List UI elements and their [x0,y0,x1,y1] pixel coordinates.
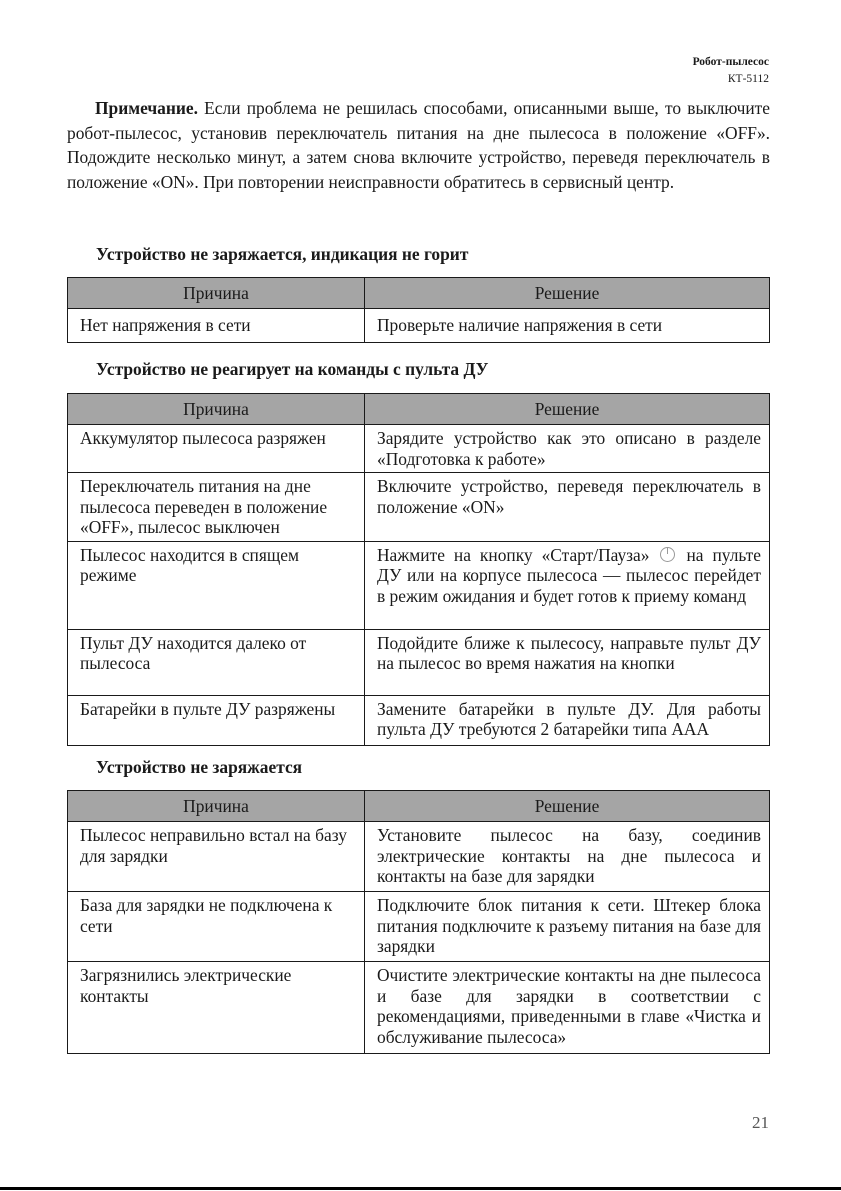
page-number: 21 [752,1113,769,1132]
solution-text-part: на пульте ДУ или на корпусе пылесоса — пылесос перейдет в режим ожидания и будет готов к приему команд [377,544,761,606]
product-title: Робот-пылесос [692,56,769,68]
note-label: Примечание. [95,98,198,118]
cause-cell: Нет напряжения в сети [68,309,365,343]
product-model: КТ-5112 [727,73,769,85]
note-text: Если проблема не решилась способами, описанными выше, то выключите робот-пылесос, установив переключатель питания на дне пылесоса в положение «OFF». Подождите несколько минут, а затем снова включите устройство, переведя переключатель в положение «ON». При повторении неисправности обратитесь в сервисный центр. [67,98,770,192]
solution-cell: Замените батарейки в пульте ДУ. Для работы пульта ДУ требуются 2 батарейки типа ААА [365,695,770,745]
running-header [693,54,769,88]
solution-cell: Зарядите устройство как это описано в разделе «Подготовка к работе» [365,425,770,473]
section-title: Устройство не реагирует на команды с пульта ДУ [96,359,489,379]
cause-cell: База для зарядки не подключена к сети [68,892,365,962]
table-row [68,695,770,745]
troubleshooting-table [67,790,770,1054]
column-header-solution: Решение [365,278,770,309]
column-header-cause: Причина [68,278,365,309]
solution-cell: Подойдите ближе к пылесосу, направьте пульт ДУ на пылесос во время нажатия на кнопки [365,629,770,695]
section-title: Устройство не заряжается [96,757,303,777]
table-row [68,425,770,473]
column-header-cause: Причина [68,394,365,425]
table-row [68,962,770,1054]
column-header-cause: Причина [68,791,365,822]
solution-cell: Очистите электрические контакты на дне пылесоса и базе для зарядки в соответствии с рекомендациями, приведенными в главе «Чистка и обслуживание пылесоса» [365,962,770,1054]
bottom-rule [0,1187,841,1190]
troubleshooting-table [67,393,770,746]
solution-cell: Включите устройство, переведя переключатель в положение «ON» [365,473,770,542]
solution-cell [365,541,770,629]
table-row [68,629,770,695]
table-header-row [68,278,770,309]
solution-cell: Установите пылесос на базу, соединив электрические контакты на дне пылесоса и контакты на базе для зарядки [365,822,770,892]
section-title: Устройство не заряжается, индикация не горит [96,244,469,264]
cause-cell: Батарейки в пульте ДУ разряжены [68,695,365,745]
column-header-solution: Решение [365,394,770,425]
table-row [68,541,770,629]
table-row [68,309,770,343]
cause-cell: Аккумулятор пылесоса разряжен [68,425,365,473]
solution-cell: Проверьте наличие напряжения в сети [365,309,770,343]
table-row [68,892,770,962]
solution-text-part: Нажмите на кнопку «Старт/Пауза» [377,544,650,565]
power-icon [660,547,675,562]
table-row [68,822,770,892]
solution-cell: Подключите блок питания к сети. Штекер блока питания подключите к разъему питания на базе для зарядки [365,892,770,962]
note-paragraph [67,96,770,194]
cause-cell: Загрязнились электрические контакты [68,962,365,1054]
table-row [68,473,770,542]
table-header-row [68,791,770,822]
table-header-row [68,394,770,425]
cause-cell: Переключатель питания на дне пылесоса переведен в положение «OFF», пылесос выключен [68,473,365,542]
cause-cell: Пылесос находится в спящем режиме [68,541,365,629]
cause-cell: Пульт ДУ находится далеко от пылесоса [68,629,365,695]
cause-cell: Пылесос неправильно встал на базу для зарядки [68,822,365,892]
troubleshooting-table [67,277,770,343]
column-header-solution: Решение [365,791,770,822]
